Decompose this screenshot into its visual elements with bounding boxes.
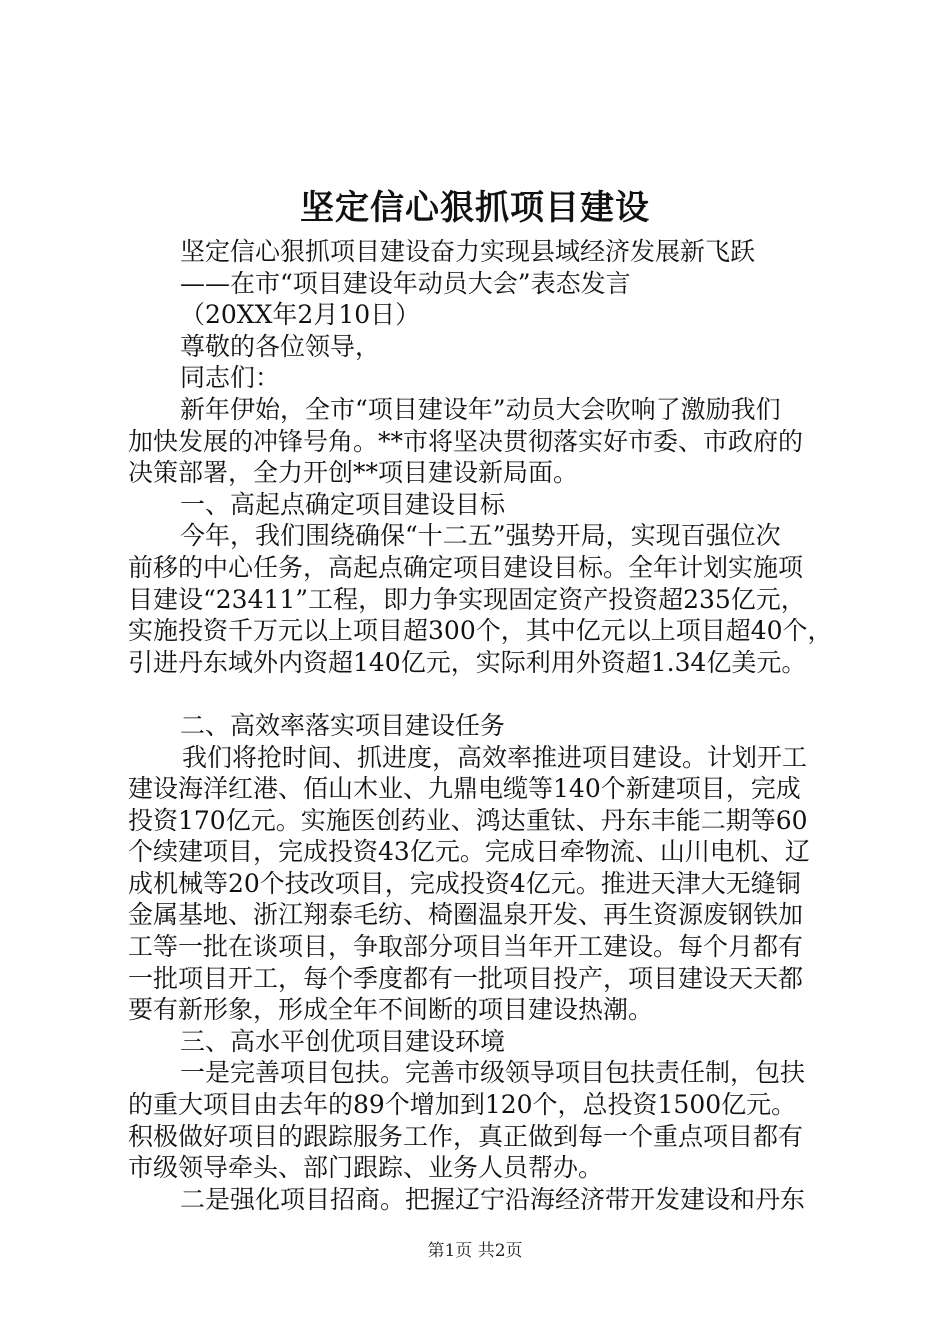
date-line: （20XX年2月10日） [180, 300, 421, 330]
document-body [128, 236, 840, 1215]
paragraph-line: 投资170亿元。实施医创药业、鸿达重钛、丹东丰能二期等60 [128, 805, 808, 835]
document-title: 坚定信心狠抓项目建设 [300, 188, 650, 228]
section-heading: 二、高效率落实项目建设任务 [180, 710, 506, 740]
salutation-line: 同志们： [180, 363, 281, 393]
paragraph-line: 目建设“23411”工程，即力争实现固定资产投资超235亿元， [128, 584, 806, 614]
paragraph-line: 金属基地、浙江翔泰毛纺、椅圈温泉开发、再生资源废钢铁加 [128, 900, 804, 930]
paragraph-line: 二是强化项目招商。把握辽宁沿海经济带开发建设和丹东 [180, 1184, 806, 1214]
paragraph-line: 引进丹东域外内资超140亿元，实际利用外资超1.34亿美元。 [128, 647, 807, 677]
paragraph-line: 实施投资千万元以上项目超300个，其中亿元以上项目超40个， [128, 616, 833, 646]
paragraph-line: 成机械等20个技改项目，完成投资4亿元。推进天津大无缝铜 [128, 868, 801, 898]
section-heading: 一、高起点确定项目建设目标 [180, 489, 506, 519]
section-heading: 三、高水平创优项目建设环境 [180, 1026, 506, 1056]
paragraph-line: 要有新形象，形成全年不间断的项目建设热潮。 [128, 995, 654, 1025]
paragraph-line: 市级领导牵头、部门跟踪、业务人员帮办。 [128, 1153, 604, 1183]
paragraph-line: 个续建项目，完成投资43亿元。完成日牵物流、山川电机、辽 [128, 837, 810, 867]
paragraph-line: 的重大项目由去年的89个增加到120个，总投资1500亿元。 [128, 1090, 797, 1120]
page-number: 第1页 共2页 [427, 1241, 523, 1261]
blank-line [128, 678, 840, 710]
paragraph-line: 一批项目开工，每个季度都有一批项目投产，项目建设天天都 [128, 963, 804, 993]
subtitle-line: ——在市“项目建设年动员大会”表态发言 [180, 268, 631, 298]
paragraph-line: 积极做好项目的跟踪服务工作，真正做到每一个重点项目都有 [128, 1121, 804, 1151]
paragraph-line: 今年，我们围绕确保“十二五”强势开局，实现百强位次 [180, 521, 781, 551]
paragraph-line: 我们将抢时间、抓进度，高效率推进项目建设。计划开工 [182, 742, 808, 772]
paragraph-line: 建设海洋红港、佰山木业、九鼎电缆等140个新建项目，完成 [128, 774, 801, 804]
paragraph-line: 决策部署，全力开创**项目建设新局面。 [128, 458, 579, 488]
paragraph-line: 一是完善项目包扶。完善市级领导项目包扶责任制，包扶 [180, 1058, 806, 1088]
paragraph-line: 新年伊始，全市“项目建设年”动员大会吹响了激励我们 [180, 394, 781, 424]
paragraph-line: 工等一批在谈项目，争取部分项目当年开工建设。每个月都有 [128, 932, 804, 962]
salutation-line: 尊敬的各位领导， [180, 331, 381, 361]
paragraph-line: 加快发展的冲锋号角。**市将坚决贯彻落实好市委、市政府的 [128, 426, 804, 456]
subtitle-line: 坚定信心狠抓项目建设奋力实现县域经济发展新飞跃 [180, 237, 756, 266]
paragraph-line: 前移的中心任务，高起点确定项目建设目标。全年计划实施项 [128, 552, 804, 582]
